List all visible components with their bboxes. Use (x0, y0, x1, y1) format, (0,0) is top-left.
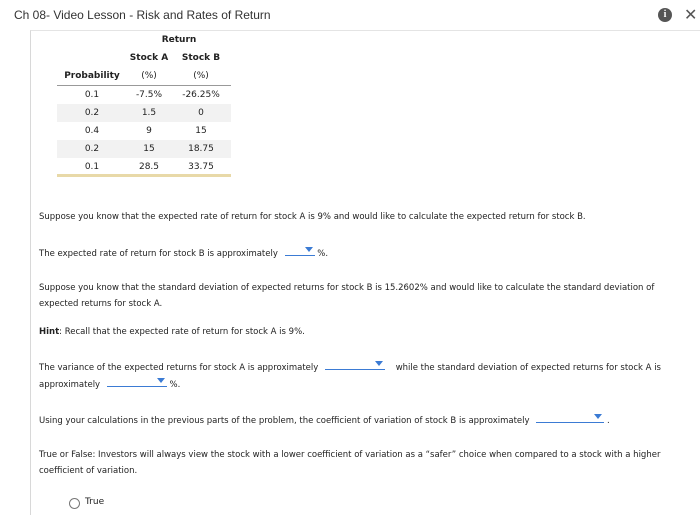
question-variance-stdev-a (39, 359, 689, 393)
header-stock-b: Stock B (181, 53, 221, 63)
cell-stock-b: 18.75 (171, 140, 231, 158)
prompt-text: approximately (39, 380, 101, 390)
question-expected-return-b (39, 245, 689, 262)
table-row (57, 122, 231, 140)
table-row (57, 140, 231, 158)
question-true-false: True or False: Investors will always view the stock with a lower coefficient of variation as a “safer” choice when compared to a stock with a higher coefficient of variation. (39, 450, 661, 476)
close-icon[interactable]: ✕ (684, 5, 698, 24)
cell-stock-a: 28.5 (138, 162, 160, 172)
table-row (57, 86, 231, 105)
cell-stock-a: 15 (127, 140, 171, 158)
table-divider (57, 174, 231, 177)
question-stock-a-intro: Suppose you know that the standard deviation of expected returns for stock B is 15.2602% and would like to calculate the standard deviation of expected returns for stock A. (39, 283, 655, 309)
unit-text: . (606, 416, 610, 426)
prompt-text: The variance of the expected returns for stock A is approximately (39, 363, 319, 373)
title-bar (0, 0, 700, 30)
question-cv-b (39, 412, 689, 429)
unit-text: %. (317, 249, 329, 259)
cell-probability: 0.2 (57, 140, 127, 158)
chevron-down-icon (157, 378, 165, 383)
cell-probability: 0.1 (57, 86, 127, 105)
expected-return-b-dropdown[interactable] (285, 245, 315, 256)
true-option-label[interactable]: True (85, 497, 105, 507)
stdev-a-dropdown[interactable] (107, 376, 167, 387)
true-radio[interactable] (69, 498, 80, 509)
unit-stock-a: (%) (141, 71, 157, 81)
unit-text: %. (169, 380, 181, 390)
window-title: Ch 08- Video Lesson - Risk and Rates of Return (14, 8, 271, 22)
question-stock-b-intro: Suppose you know that the expected rate of return for stock A is 9% and would like to calculate the expected return for stock B. (39, 212, 586, 222)
chevron-down-icon (305, 247, 313, 252)
cell-stock-a: 1.5 (127, 104, 171, 122)
return-group-header: Return (161, 35, 197, 45)
cell-stock-b: -26.25% (171, 86, 231, 105)
variance-a-dropdown[interactable] (325, 359, 385, 370)
prompt-text: while the standard deviation of expected returns for stock A is (395, 363, 661, 373)
chevron-down-icon (375, 361, 383, 366)
returns-table (57, 31, 231, 176)
hint-text: : Recall that the expected rate of return for stock A is 9%. (59, 327, 305, 337)
prompt-text: Using your calculations in the previous parts of the problem, the coefficient of variation of stock B is approximately (39, 416, 530, 426)
header-stock-a: Stock A (129, 53, 169, 63)
cell-probability: 0.1 (84, 162, 100, 172)
table-row (57, 104, 231, 122)
cell-stock-a: -7.5% (127, 86, 171, 105)
cell-stock-a: 9 (146, 126, 152, 136)
cell-stock-b: 15 (195, 126, 207, 136)
unit-stock-b: (%) (193, 71, 209, 81)
hint-label: Hint (39, 327, 60, 337)
info-icon[interactable]: i (658, 8, 672, 22)
cell-probability: 0.2 (57, 104, 127, 122)
hint (39, 324, 689, 340)
cv-b-dropdown[interactable] (536, 412, 604, 423)
chevron-down-icon (594, 414, 602, 419)
cell-stock-b: 0 (171, 104, 231, 122)
cell-stock-b: 33.75 (188, 162, 214, 172)
question-panel (30, 30, 700, 515)
prompt-text: The expected rate of return for stock B is approximately (39, 249, 278, 259)
cell-probability: 0.4 (84, 126, 100, 136)
header-probability: Probability (64, 71, 120, 81)
